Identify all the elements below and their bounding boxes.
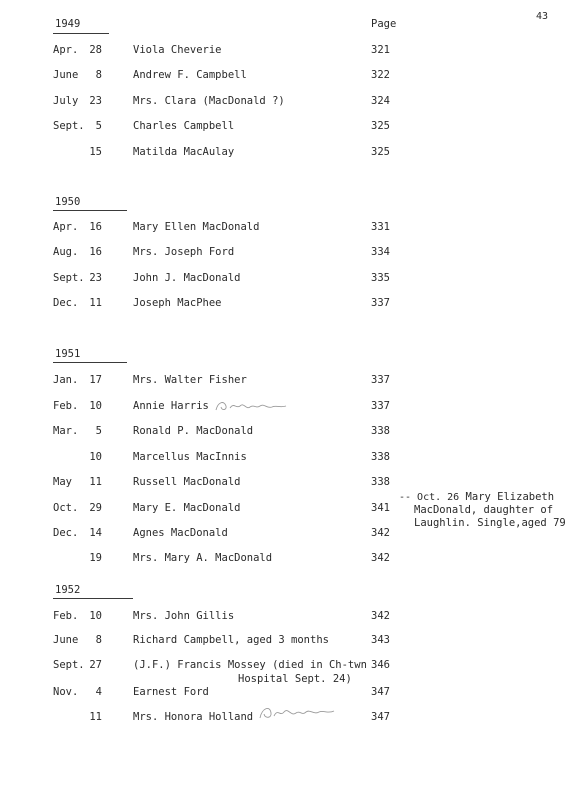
entry-day: 10 <box>89 400 102 412</box>
entry-day: 15 <box>89 146 102 158</box>
entry-month: Jan. <box>53 374 79 386</box>
entry-day: 16 <box>89 221 102 233</box>
entry-name: (J.F.) Francis Mossey (died in Ch-twn <box>133 659 367 671</box>
entry-name: Annie Harris <box>133 400 209 412</box>
entry-page: 343 <box>371 634 390 646</box>
entry-name: Charles Campbell <box>133 120 235 132</box>
entry-day: 11 <box>89 297 102 309</box>
entry-page: 321 <box>371 44 390 56</box>
entry-month: Sept. <box>53 120 85 132</box>
entry-page: 342 <box>371 527 390 539</box>
entry-month: Apr. <box>53 221 79 233</box>
side-note-line <box>399 491 554 503</box>
entry-name: Joseph MacPhee <box>133 297 222 309</box>
entry-month: Nov. <box>53 686 79 698</box>
entry-day: 16 <box>89 246 102 258</box>
entry-day: 4 <box>95 686 102 698</box>
entry-page: 322 <box>371 69 390 81</box>
entry-page: 325 <box>371 146 390 158</box>
entry-page: 338 <box>371 476 390 488</box>
year-underline <box>53 362 127 363</box>
entry-day: 23 <box>89 95 102 107</box>
entry-day: 19 <box>89 552 102 564</box>
entry-day: 10 <box>89 610 102 622</box>
entry-page: 324 <box>371 95 390 107</box>
year-underline <box>53 210 127 211</box>
entry-page: 346 <box>371 659 390 671</box>
entry-page: 342 <box>371 552 390 564</box>
entry-name: Mrs. John Gillis <box>133 610 235 622</box>
entry-name: Agnes MacDonald <box>133 527 228 539</box>
entry-day: 11 <box>89 476 102 488</box>
entry-day: 27 <box>89 659 102 671</box>
entry-name: Mrs. Honora Holland <box>133 711 254 723</box>
entry-name: John J. MacDonald <box>133 272 241 284</box>
entry-month: Feb. <box>53 400 79 412</box>
entry-name: Matilda MacAulay <box>133 146 235 158</box>
entry-page: 337 <box>371 374 390 386</box>
entry-page: 337 <box>371 297 390 309</box>
entry-day: 17 <box>89 374 102 386</box>
entry-month: Mar. <box>53 425 79 437</box>
entry-page: 338 <box>371 451 390 463</box>
side-note-line: Laughlin. Single,aged 79 <box>414 517 566 529</box>
entry-page: 337 <box>371 400 390 412</box>
entry-name: Mary E. MacDonald <box>133 502 241 514</box>
entry-name: Mrs. Joseph Ford <box>133 246 235 258</box>
entry-month: June <box>53 69 79 81</box>
entry-day: 8 <box>95 69 102 81</box>
year-heading-1950: 1950 <box>55 196 81 208</box>
entry-month: Apr. <box>53 44 79 56</box>
entry-month: Sept. <box>53 272 85 284</box>
entry-page: 341 <box>371 502 390 514</box>
entry-name: Mary Ellen MacDonald <box>133 221 260 233</box>
side-note-line: MacDonald, daughter of <box>414 504 554 516</box>
entry-page: 347 <box>371 686 390 698</box>
entry-month: Dec. <box>53 527 79 539</box>
entry-name: Richard Campbell, aged 3 months <box>133 634 329 646</box>
entry-day: 11 <box>89 711 102 723</box>
entry-page: 334 <box>371 246 390 258</box>
entry-day: 8 <box>95 634 102 646</box>
page-number: 43 <box>536 11 549 22</box>
entry-month: Sept. <box>53 659 85 671</box>
entry-name: Marcellus MacInnis <box>133 451 247 463</box>
entry-name: Andrew F. Campbell <box>133 69 247 81</box>
year-heading-1952: 1952 <box>55 584 81 596</box>
side-note-prefix: -- Oct. 26 <box>399 492 460 503</box>
year-underline <box>53 598 133 599</box>
entry-month: June <box>53 634 79 646</box>
entry-page: 342 <box>371 610 390 622</box>
entry-page: 325 <box>371 120 390 132</box>
entry-page: 335 <box>371 272 390 284</box>
entry-name: Russell MacDonald <box>133 476 241 488</box>
entry-name: Mrs. Mary A. MacDonald <box>133 552 273 564</box>
entry-day: 5 <box>95 120 102 132</box>
entry-month: Feb. <box>53 610 79 622</box>
entry-continuation: Hospital Sept. 24) <box>238 673 352 685</box>
page-column-header: Page <box>371 18 397 30</box>
entry-name: Viola Cheverie <box>133 44 222 56</box>
entry-day: 29 <box>89 502 102 514</box>
entry-day: 23 <box>89 272 102 284</box>
handwritten-annotation-icon <box>212 398 290 414</box>
entry-month: Aug. <box>53 246 79 258</box>
entry-month: July <box>53 95 79 107</box>
entry-month: Oct. <box>53 502 79 514</box>
entry-day: 5 <box>95 425 102 437</box>
entry-month: Dec. <box>53 297 79 309</box>
entry-page: 331 <box>371 221 390 233</box>
handwritten-annotation-icon <box>254 702 338 724</box>
year-heading-1949: 1949 <box>55 18 81 30</box>
entry-page: 338 <box>371 425 390 437</box>
entry-name: Ronald P. MacDonald <box>133 425 254 437</box>
entry-day: 28 <box>89 44 102 56</box>
entry-name: Mrs. Clara (MacDonald ?) <box>133 95 285 107</box>
side-note-text: Mary Elizabeth <box>465 491 555 503</box>
entry-page: 347 <box>371 711 390 723</box>
entry-month: May <box>53 476 72 488</box>
year-heading-1951: 1951 <box>55 348 81 360</box>
entry-day: 14 <box>89 527 102 539</box>
entry-day: 10 <box>89 451 102 463</box>
year-underline <box>53 33 109 34</box>
entry-name: Mrs. Walter Fisher <box>133 374 247 386</box>
entry-name: Earnest Ford <box>133 686 209 698</box>
